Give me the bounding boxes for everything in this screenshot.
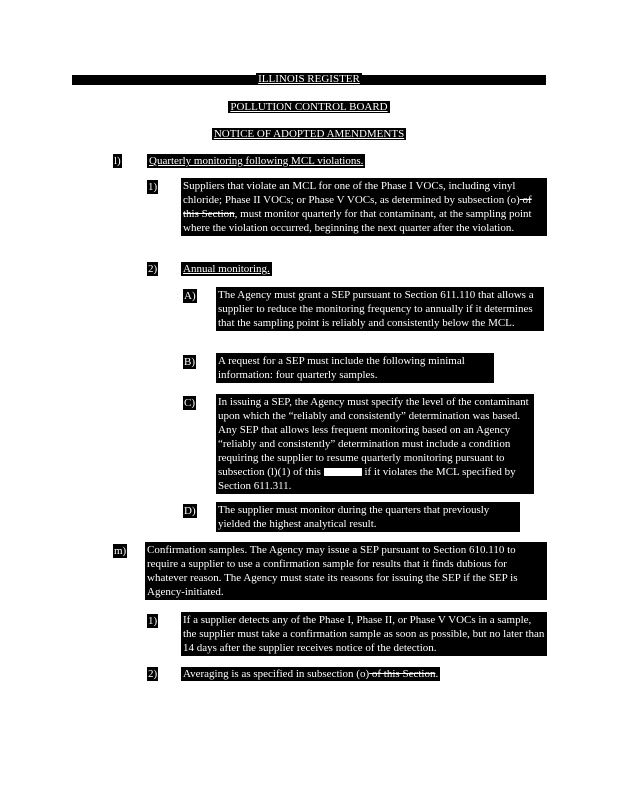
- l2-b-text: A request for a SEP must include the following minimal information: four quarterly samples.: [216, 353, 494, 383]
- section-m-label: m): [114, 545, 127, 557]
- l1-text: Suppliers that violate an MCL for one of the Phase I VOCs, including vinyl chloride; Phase II VOCs; or Phase V VOCs, as determined by subsection (o) of this Section, must monitor quarterly for that contaminant, at the sampling point where the violation occurred, beginning the next quarter after the violation.: [181, 178, 547, 236]
- l2-d-text: The supplier must monitor during the quarters that previously yielded the highest analytical result.: [216, 502, 520, 532]
- l2-label: 2): [148, 263, 158, 275]
- l2-d-label: D): [184, 505, 196, 517]
- register-title: ILLINOIS REGISTER: [258, 73, 360, 85]
- m1-label: 1): [148, 615, 158, 627]
- l1-label: 1): [148, 181, 158, 193]
- board-title: POLLUTION CONTROL BOARD: [230, 101, 388, 113]
- l2-b-label: B): [184, 356, 195, 368]
- redacted-mark: [324, 468, 362, 476]
- l2-title: Annual monitoring.: [183, 263, 270, 275]
- section-l-label: l): [114, 155, 121, 167]
- l2-a-label: A): [184, 290, 196, 302]
- section-m-text: Confirmation samples. The Agency may issue a SEP pursuant to Section 610.110 to require a supplier to use a confirmation sample for results that it finds dubious for whatever reason. The Agency must state its reasons for issuing the SEP if the SEP is Agency-initiated.: [145, 542, 547, 600]
- l2-a-text: The Agency must grant a SEP pursuant to Section 611.110 that allows a supplier to reduce the monitoring frequency to annually if it determines that the sampling point is reliably and consistently below the MCL.: [216, 287, 544, 331]
- l2-c-text: In issuing a SEP, the Agency must specify the level of the contaminant upon which the “reliably and consistently” determination was based. Any SEP that allows less frequent monitoring based on an Agency “reliably and consistently” determination must include a condition requiring the supplier to resume quarterly monitoring pursuant to subsection (l)(1) of this if it violates the MCL specified by Section 611.311.: [216, 394, 534, 494]
- l2-c-label: C): [184, 397, 195, 409]
- m1-text: If a supplier detects any of the Phase I, Phase II, or Phase V VOCs in a sample, the supplier must take a confirmation sample as soon as possible, but no later than 14 days after the supplier receives notice of the detection.: [181, 612, 547, 656]
- m2-label: 2): [148, 668, 158, 680]
- m2-text: Averaging is as specified in subsection (o) of this Section.: [183, 668, 439, 680]
- notice-title: NOTICE OF ADOPTED AMENDMENTS: [213, 128, 405, 140]
- section-l-title: Quarterly monitoring following MCL violations.: [149, 155, 364, 167]
